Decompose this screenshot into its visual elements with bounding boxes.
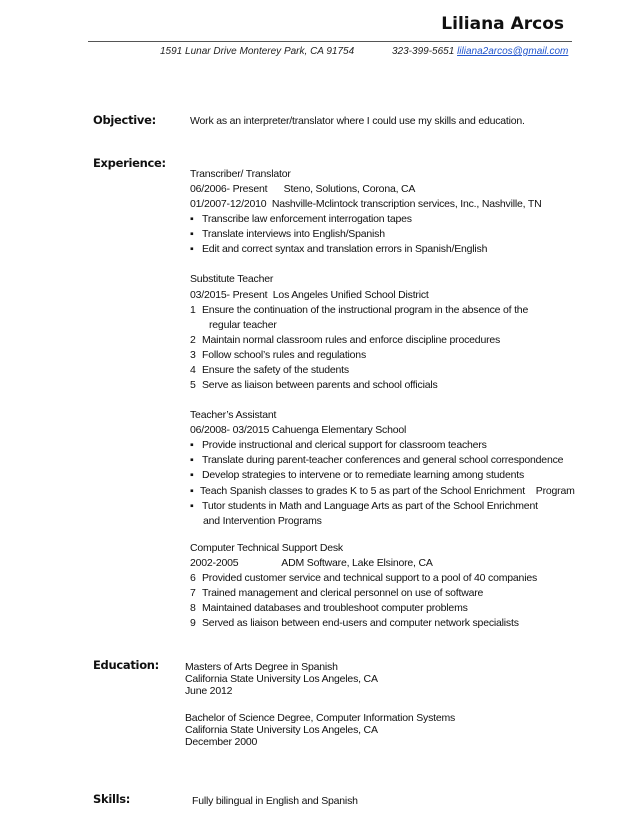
- list-item: [190, 439, 487, 451]
- bullet-marker: ▪: [190, 454, 194, 466]
- list-item-text: Serve as liaison between parents and school officials: [202, 379, 438, 391]
- bullet-marker: ▪: [190, 213, 194, 225]
- list-item-text: Transcribe law enforcement interrogation tapes: [202, 213, 412, 225]
- header-divider: [88, 41, 572, 42]
- job-title: Computer Technical Support Desk: [190, 542, 343, 554]
- list-item: [190, 500, 538, 512]
- list-item-text: Trained management and clerical personnel on use of software: [202, 587, 484, 599]
- skills-text: Fully bilingual in English and Spanish: [192, 795, 358, 807]
- list-item-text: Served as liaison between end-users and computer network specialists: [202, 617, 519, 629]
- phone: 323-399-5651: [392, 46, 455, 57]
- school: California State University Los Angeles, CA: [185, 673, 378, 685]
- bullet-marker: ▪: [190, 500, 194, 512]
- list-item-text: Provided customer service and technical support to a pool of 40 companies: [202, 572, 538, 584]
- bullet-marker: ▪: [190, 469, 194, 481]
- job-line: 2002-2005 ADM Software, Lake Elsinore, CA: [190, 557, 433, 569]
- education-heading: Education:: [93, 658, 159, 672]
- experience-heading: Experience:: [93, 156, 166, 170]
- list-item-text: Maintain normal classroom rules and enforce discipline procedures: [202, 334, 501, 346]
- list-item-continuation: and Intervention Programs: [203, 515, 322, 527]
- list-item: [190, 469, 524, 481]
- list-item: [190, 213, 412, 225]
- list-item: [190, 228, 385, 240]
- job-line: 01/2007-12/2010 Nashville-Mclintock transcription services, Inc., Nashville, TN: [190, 198, 542, 210]
- school: California State University Los Angeles, CA: [185, 724, 378, 736]
- degree: Bachelor of Science Degree, Computer Information Systems: [185, 712, 456, 724]
- list-item-text: Ensure the continuation of the instructional program in the absence of the: [202, 304, 529, 316]
- list-item: [190, 349, 366, 361]
- bullet-marker: ▪: [190, 439, 194, 451]
- job-line: 06/2008- 03/2015 Cahuenga Elementary School: [190, 424, 407, 436]
- list-item: [190, 587, 483, 599]
- list-number: 2: [190, 334, 196, 346]
- list-item-text: Develop strategies to intervene or to remediate learning among students: [202, 469, 524, 481]
- list-number: 3: [190, 349, 196, 361]
- job-line: 03/2015- Present Los Angeles Unified School District: [190, 289, 429, 301]
- list-number: 5: [190, 379, 196, 391]
- list-item-text: Teach Spanish classes to grades K to 5 as part of the School Enrichment Program: [200, 485, 575, 497]
- list-item-text: Follow school’s rules and regulations: [202, 349, 366, 361]
- list-item: [190, 602, 468, 614]
- list-number: 4: [190, 364, 196, 376]
- list-item: [190, 617, 519, 629]
- list-item: [190, 572, 537, 584]
- graduation-date: December 2000: [185, 736, 258, 748]
- list-item: [190, 454, 563, 466]
- list-item-text: Translate interviews into English/Spanish: [202, 228, 385, 240]
- objective-text: Work as an interpreter/translator where I could use my skills and education.: [190, 115, 525, 127]
- email-link[interactable]: liliana2arcos@gmail.com: [457, 46, 569, 57]
- list-item: [190, 304, 528, 316]
- bullet-marker: ▪: [190, 243, 194, 255]
- list-item-text: Edit and correct syntax and translation errors in Spanish/English: [202, 243, 488, 255]
- bullet-marker: ▪: [190, 228, 194, 240]
- graduation-date: June 2012: [185, 685, 233, 697]
- address: 1591 Lunar Drive Monterey Park, CA 91754: [160, 46, 355, 57]
- list-item-text: Tutor students in Math and Language Arts as part of the School Enrichment: [202, 500, 538, 512]
- objective-heading: Objective:: [93, 113, 156, 127]
- list-item-text: Provide instructional and clerical support for classroom teachers: [202, 439, 487, 451]
- skills-heading: Skills:: [93, 792, 131, 806]
- job-line: 06/2006- Present Steno, Solutions, Corona, CA: [190, 183, 416, 195]
- job-title: Substitute Teacher: [190, 273, 274, 285]
- list-number: 8: [190, 602, 196, 614]
- resume-name: Liliana Arcos: [441, 14, 564, 34]
- list-item: [190, 485, 575, 497]
- list-item-text: Ensure the safety of the students: [202, 364, 349, 376]
- list-number: 9: [190, 617, 196, 629]
- list-number: 1: [190, 304, 196, 316]
- degree: Masters of Arts Degree in Spanish: [185, 661, 338, 673]
- list-number: 6: [190, 572, 196, 584]
- list-item: [190, 364, 349, 376]
- list-item-text: Translate during parent-teacher conferences and general school correspondence: [202, 454, 564, 466]
- list-item-continuation: regular teacher: [209, 319, 277, 331]
- list-item: [190, 334, 500, 346]
- list-item-text: Maintained databases and troubleshoot computer problems: [202, 602, 468, 614]
- list-item: [190, 243, 487, 255]
- contact-line: [392, 46, 568, 57]
- bullet-marker: ▪: [190, 485, 194, 497]
- list-number: 7: [190, 587, 196, 599]
- job-title: Transcriber/ Translator: [190, 168, 291, 180]
- list-item: [190, 379, 438, 391]
- job-title: Teacher’s Assistant: [190, 409, 277, 421]
